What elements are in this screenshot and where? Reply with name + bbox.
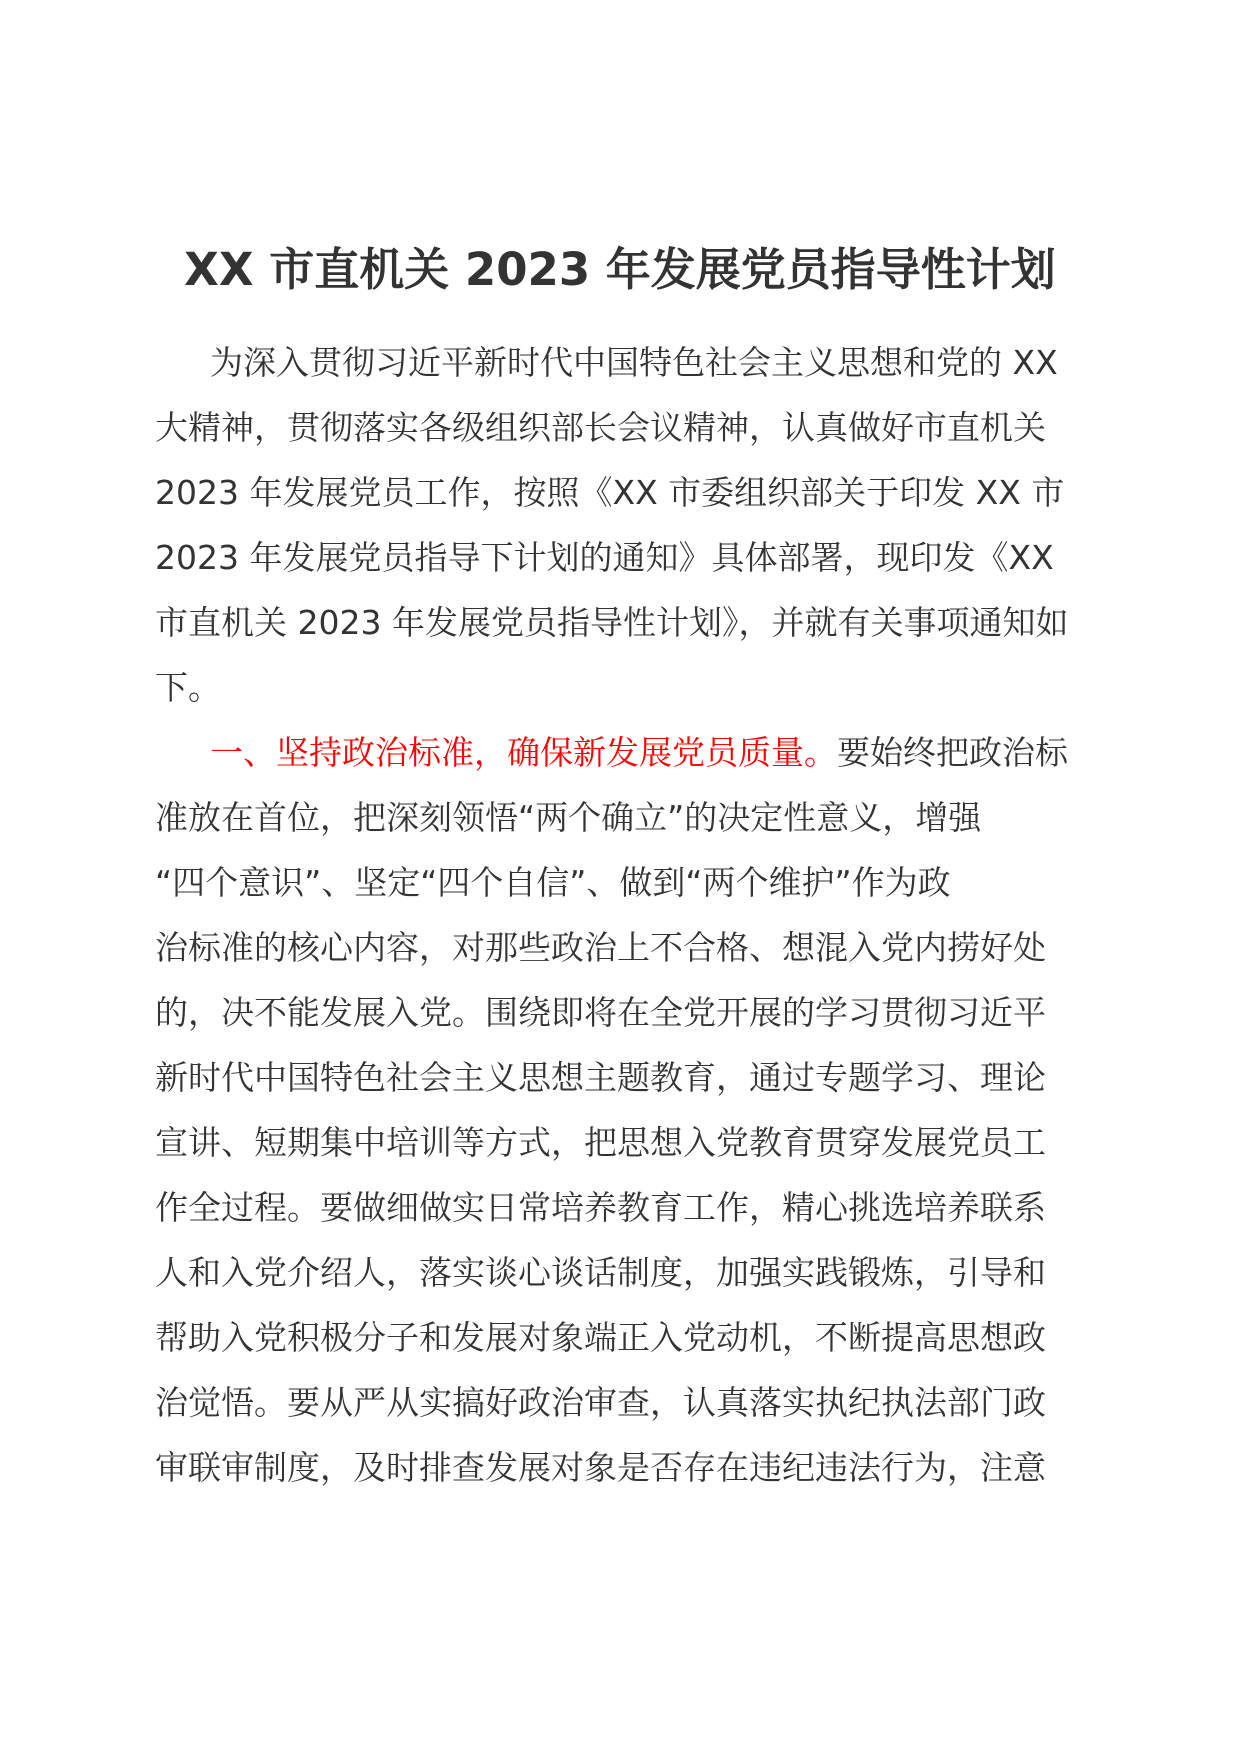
intro-line: 大精神，贯彻落实各级组织部长会议精神，认真做好市直机关	[155, 408, 1046, 447]
section-1-line: 人和入党介绍人，落实谈心谈话制度，加强实践锻炼，引导和	[155, 1253, 1046, 1292]
section-1-line: 新时代中国特色社会主义思想主题教育，通过专题学习、理论	[155, 1058, 1046, 1097]
section-1-line: 宣讲、短期集中培训等方式，把思想入党教育贯穿发展党员工	[155, 1123, 1046, 1162]
section-1-heading: 一、坚持政治标准，确保新发展党员质量。	[210, 733, 837, 772]
section-1-line: 准放在首位，把深刻领悟“两个确立”的决定性意义，增强	[155, 798, 982, 837]
document-title: XX 市直机关 2023 年发展党员指导性计划	[184, 243, 1056, 296]
section-1-first-line-rest: 要始终把政治标	[837, 733, 1068, 772]
section-1-line: 治标准的核心内容，对那些政治上不合格、想混入党内捞好处	[155, 928, 1046, 967]
section-1-line: 帮助入党积极分子和发展对象端正入党动机，不断提高思想政	[155, 1318, 1046, 1357]
section-1-line: 审联审制度，及时排查发展对象是否存在违纪违法行为，注意	[155, 1448, 1046, 1487]
intro-line: 市直机关 2023 年发展党员指导性计划》，并就有关事项通知如	[155, 603, 1069, 642]
intro-line: 2023 年发展党员工作，按照《XX 市委组织部关于印发 XX 市	[155, 473, 1065, 512]
section-1-line: 的，决不能发展入党。围绕即将在全党开展的学习贯彻习近平	[155, 993, 1046, 1032]
intro-line: 为深入贯彻习近平新时代中国特色社会主义思想和党的 XX	[210, 343, 1058, 382]
document-body	[155, 330, 1095, 1500]
intro-line: 下。	[155, 668, 221, 707]
section-1-first-line	[155, 720, 1095, 785]
section-1-line: 治觉悟。要从严从实搞好政治审查，认真落实执纪执法部门政	[155, 1383, 1046, 1422]
section-1-line: 作全过程。要做细做实日常培养教育工作，精心挑选培养联系	[155, 1188, 1046, 1227]
intro-line: 2023 年发展党员指导下计划的通知》具体部署，现印发《XX	[155, 538, 1054, 577]
section-1-line: “四个意识”、坚定“四个自信”、做到“两个维护”作为政	[155, 863, 951, 902]
